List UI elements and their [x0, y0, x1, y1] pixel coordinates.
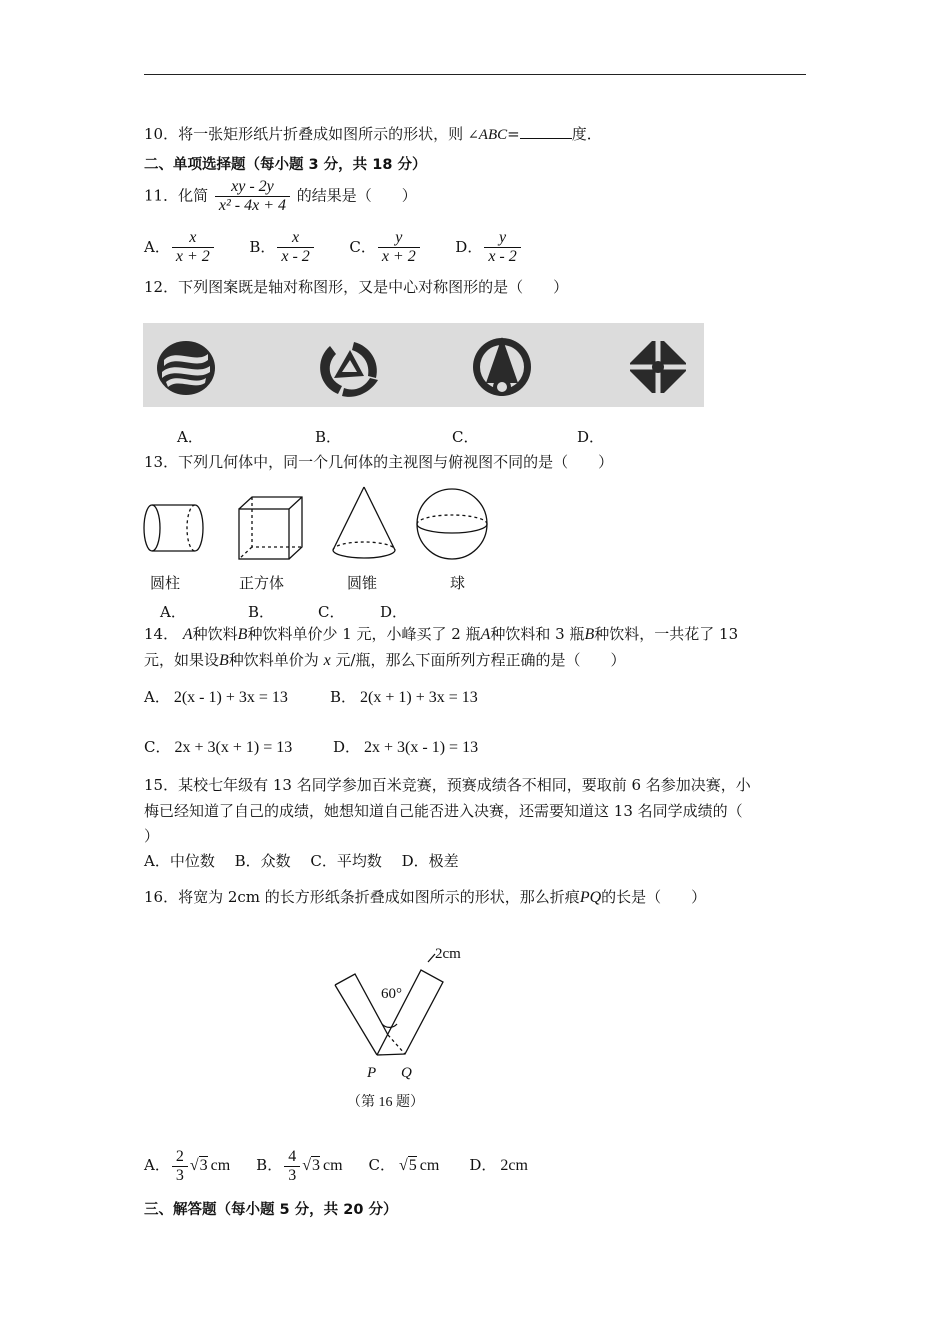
option-label: A．: [144, 688, 170, 706]
radicand: 3: [199, 1157, 208, 1175]
text-part: 种饮料单价少 1 元，小峰买了 2 瓶: [247, 625, 481, 643]
numerator: y: [395, 229, 403, 246]
numerator: x: [292, 229, 300, 246]
question-text: 某校七年级有 13 名同学参加百米竞赛，预赛成绩各不相同，要取前 6 名参加决赛，小: [178, 776, 751, 794]
option-expression: 2x + 3(x - 1) = 13: [364, 739, 479, 756]
header-rule: [144, 74, 806, 75]
q13-option-b[interactable]: B．: [248, 603, 275, 621]
option-label: B．: [256, 1156, 283, 1175]
shape-label-sphere: 球: [450, 574, 466, 592]
question-number: 15．: [144, 776, 179, 794]
answer-blank[interactable]: [520, 126, 572, 139]
q16-option-c[interactable]: [369, 1157, 440, 1174]
q16-option-a[interactable]: [144, 1148, 231, 1184]
question-number: 14．: [144, 625, 179, 643]
section-3-title: 三、解答题（每小题 5 分，共 20 分）: [144, 1202, 398, 1218]
shape-label-cube: 正方体: [239, 574, 285, 592]
question-text: 将一张矩形纸片折叠成如图所示的形状，则: [178, 125, 464, 143]
option-expression: 2x + 3(x + 1) = 13: [174, 739, 293, 756]
var-b: B: [237, 626, 248, 643]
fraction-numerator: xy - 2y: [231, 178, 274, 195]
option-label: A．: [144, 1156, 170, 1175]
radicand: 3: [311, 1157, 320, 1175]
question-12: [144, 276, 568, 297]
question-lead: 化简: [178, 186, 209, 205]
option-label: B．: [249, 237, 276, 256]
question-15-line-1: [144, 774, 751, 795]
denominator: x - 2: [277, 247, 313, 266]
angle-name: ABC: [478, 127, 508, 143]
q12-option-b[interactable]: B．: [315, 428, 342, 446]
segment-pq: PQ: [579, 889, 602, 906]
sphere-icon: [417, 489, 487, 559]
point-p-label: P: [367, 1065, 377, 1081]
q11-options: [144, 229, 523, 266]
section-2-title: 二、单项选择题（每小题 3 分，共 18 分）: [144, 157, 427, 173]
option-label: D．: [469, 1156, 497, 1175]
option-value: 2cm: [500, 1157, 528, 1175]
var-a: A: [182, 626, 193, 643]
question-10: [144, 123, 602, 144]
q14-option-d[interactable]: [333, 736, 478, 757]
question-tail: 的结果是（ ）: [296, 186, 417, 205]
fraction-denominator: x² - 4x + 4: [215, 196, 290, 215]
question-13: [144, 451, 613, 472]
q14-option-c[interactable]: [144, 736, 292, 757]
figure-caption: （第 16 题）: [347, 1095, 424, 1110]
pattern-c-icon: [473, 337, 531, 396]
text-part: 元，如果设: [144, 651, 220, 669]
option-expression: 2(x + 1) + 3x = 13: [360, 689, 478, 706]
cube-icon: [239, 497, 302, 559]
option-b[interactable]: [249, 229, 315, 265]
numerator: 2: [175, 1148, 184, 1165]
q12-option-d[interactable]: D．: [577, 428, 605, 446]
option-label: C．: [368, 1156, 396, 1175]
text-part: 种饮料单价为: [228, 651, 319, 669]
symbol-patterns-image: [143, 323, 704, 407]
text-part: 种饮料，一共花了 13: [594, 625, 739, 643]
shape-label-cone: 圆锥: [347, 574, 378, 592]
pattern-d-icon: [628, 337, 688, 397]
q13-option-d[interactable]: D．: [380, 603, 408, 621]
option-a[interactable]: [144, 229, 216, 265]
option-label: A．: [144, 237, 170, 256]
q14-option-b[interactable]: [330, 686, 478, 707]
option-c[interactable]: [349, 229, 421, 265]
q14-option-a[interactable]: [144, 686, 288, 707]
angle-label: 60°: [381, 986, 402, 1002]
denominator: x - 2: [484, 247, 520, 266]
denominator: 3: [172, 1166, 188, 1185]
option-label: C．: [349, 237, 376, 256]
angle-icon: ∠: [467, 128, 479, 143]
option-expression: 2(x - 1) + 3x = 13: [173, 689, 288, 706]
question-14-line-1: [144, 623, 738, 644]
question-11: [144, 178, 417, 215]
question-tail: 的长是（ ）: [601, 888, 707, 906]
equals-sign: =: [507, 125, 520, 143]
q12-option-c[interactable]: C．: [452, 428, 479, 446]
question-number: 12．: [144, 278, 179, 296]
sqrt-icon: √: [302, 1157, 311, 1175]
shape-label-cylinder: 圆柱: [150, 574, 181, 592]
unit: cm: [419, 1157, 440, 1175]
question-number: 13．: [144, 453, 179, 471]
pattern-b-icon: [320, 342, 378, 397]
question-text: 下列图案既是轴对称图形，又是中心对称图形的是（ ）: [178, 278, 569, 296]
var-x: x: [323, 652, 331, 669]
question-16: [144, 886, 706, 907]
option-label: D．: [455, 237, 483, 256]
question-14-line-2: [144, 649, 626, 670]
question-15-line-3: ）: [144, 827, 160, 845]
text-part: 种饮料: [192, 625, 238, 643]
main-fraction: [215, 178, 290, 215]
unit: cm: [210, 1157, 231, 1175]
denominator: x + 2: [378, 247, 420, 266]
question-number: 10．: [144, 125, 179, 143]
option-d[interactable]: [455, 229, 522, 265]
sqrt-icon: √: [189, 1157, 199, 1175]
point-q-label: Q: [401, 1065, 412, 1081]
q13-option-a[interactable]: A．: [160, 603, 186, 621]
var-b: B: [584, 626, 595, 643]
q13-solids-figure: [140, 482, 500, 567]
denominator: x + 2: [172, 247, 214, 266]
var-a: A: [480, 626, 491, 643]
q16-options: [144, 1148, 528, 1185]
numerator: x: [189, 229, 197, 246]
text-part: 元/瓶，那么下面所列方程正确的是（ ）: [335, 651, 626, 669]
question-15-line-2: 梅已经知道了自己的成绩，她想知道自己能否进入决赛，还需要知道这 13 名同学成绩的（: [144, 802, 743, 820]
unit: cm: [322, 1157, 343, 1175]
var-b: B: [219, 652, 229, 669]
denominator: 3: [284, 1166, 300, 1185]
option-label: D．: [333, 738, 361, 756]
q12-option-a[interactable]: A．: [177, 428, 203, 446]
unit-text: 度．: [571, 125, 602, 143]
question-text: 将宽为 2cm 的长方形纸条折叠成如图所示的形状，那么折痕: [178, 888, 580, 906]
q15-options[interactable]: A．中位数 B．众数 C．平均数 D．极差: [144, 852, 459, 870]
numerator: y: [498, 229, 507, 246]
q16-option-b[interactable]: [256, 1148, 343, 1184]
option-label: C．: [144, 738, 171, 756]
strip-width-label: 2cm: [435, 946, 461, 962]
radicand: 5: [408, 1157, 417, 1175]
sqrt-icon: √: [399, 1157, 408, 1175]
q12-patterns-figure: [143, 323, 704, 407]
cylinder-icon: [144, 505, 203, 551]
question-text: 下列几何体中，同一个几何体的主视图与俯视图不同的是（ ）: [178, 453, 614, 471]
numerator: 4: [288, 1148, 297, 1165]
folded-strip-figure: [325, 940, 475, 1115]
question-number: 11．: [144, 186, 179, 205]
q16-option-d[interactable]: [469, 1157, 528, 1174]
option-label: B．: [330, 688, 357, 706]
cone-icon: [333, 487, 395, 558]
pattern-a-icon: [157, 341, 215, 395]
question-number: 16．: [144, 888, 179, 906]
q13-option-c[interactable]: C．: [318, 603, 345, 621]
text-part: 种饮料和 3 瓶: [490, 625, 585, 643]
